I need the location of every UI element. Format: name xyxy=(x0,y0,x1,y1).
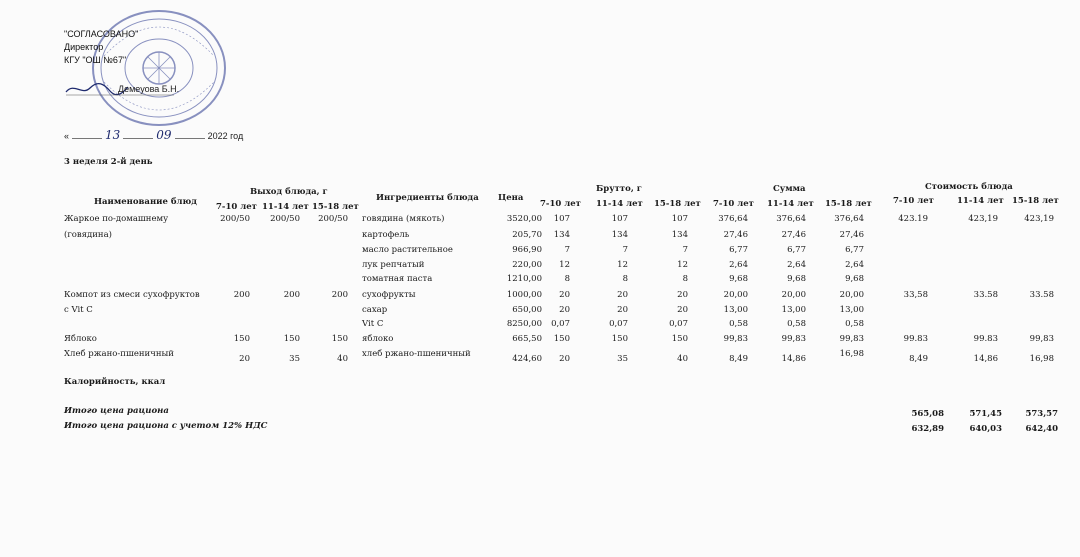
gross-age-3: 40 xyxy=(677,354,688,364)
calories-label: Калорийность, ккал xyxy=(64,377,166,387)
gross-age-2: 20 xyxy=(617,290,628,300)
cost-age-3: 423,19 xyxy=(1024,214,1054,224)
gross-age-2: 8 xyxy=(622,274,628,284)
gross-age-2: 107 xyxy=(611,214,628,224)
header-cost: Стоимость блюда xyxy=(925,182,1013,192)
sum-age-2: 27,46 xyxy=(781,230,806,240)
dish-name: Хлеб ржано-пшеничный xyxy=(64,349,174,359)
sum-age-2: 13,00 xyxy=(781,305,806,315)
sum-age-1: 20,00 xyxy=(723,290,748,300)
header-cost-age-2: 11-14 лет xyxy=(957,196,1004,206)
approval-block xyxy=(64,28,138,67)
date-day: 13 xyxy=(105,128,121,142)
total-value-age-3: 573,57 xyxy=(1025,409,1058,419)
sum-age-3: 376,64 xyxy=(834,214,864,224)
gross-age-1: 8 xyxy=(564,274,570,284)
official-seal-stamp xyxy=(90,8,228,128)
sum-age-2: 9,68 xyxy=(787,274,806,284)
gross-age-1: 20 xyxy=(559,354,570,364)
header-output-age-3: 15-18 лет xyxy=(312,202,359,212)
sum-age-2: 20,00 xyxy=(781,290,806,300)
sum-age-2: 99,83 xyxy=(781,334,806,344)
sum-age-2: 14,86 xyxy=(781,354,806,364)
sum-age-3: 9,68 xyxy=(845,274,864,284)
gross-age-3: 7 xyxy=(682,245,688,255)
gross-age-2: 134 xyxy=(611,230,628,240)
gross-age-3: 0,07 xyxy=(669,319,688,329)
cost-age-1: 33,58 xyxy=(903,290,928,300)
sum-age-1: 2,64 xyxy=(729,260,748,270)
sum-age-3: 6,77 xyxy=(845,245,864,255)
dish-name: Жаркое по-домашнему xyxy=(64,214,169,224)
ingredient-price: 1210,00 xyxy=(506,274,542,284)
output-age-2: 150 xyxy=(283,334,300,344)
header-output-age-1: 7-10 лет xyxy=(216,202,257,212)
sum-age-1: 99,83 xyxy=(723,334,748,344)
gross-age-2: 12 xyxy=(617,260,628,270)
approval-date: « 13 09 2022 год xyxy=(64,128,244,142)
header-sum-age-2: 11-14 лет xyxy=(767,199,814,209)
header-cost-age-3: 15-18 лет xyxy=(1012,196,1059,206)
sum-age-2: 376,64 xyxy=(776,214,806,224)
header-gross-age-1: 7-10 лет xyxy=(540,199,581,209)
ingredient-price: 1000,00 xyxy=(506,290,542,300)
gross-age-2: 150 xyxy=(611,334,628,344)
gross-age-3: 134 xyxy=(671,230,688,240)
total-vat-value-age-1: 632,89 xyxy=(911,424,944,434)
total-vat-value-age-2: 640,03 xyxy=(969,424,1002,434)
cost-age-2: 423,19 xyxy=(968,214,998,224)
sum-age-3: 2,64 xyxy=(845,260,864,270)
approval-agreed: "СОГЛАСОВАНО" xyxy=(64,29,139,39)
sum-age-1: 13,00 xyxy=(723,305,748,315)
ingredient-price: 424,60 xyxy=(512,354,542,364)
ingredient-name: говядина (мякоть) xyxy=(362,214,445,224)
output-age-3: 200/50 xyxy=(318,214,348,224)
date-month: 09 xyxy=(156,128,172,142)
ingredient-price: 205,70 xyxy=(512,230,542,240)
sum-age-3: 27,46 xyxy=(839,230,864,240)
gross-age-1: 134 xyxy=(553,230,570,240)
ingredient-name: картофель xyxy=(362,230,410,240)
header-gross-age-3: 15-18 лет xyxy=(654,199,701,209)
sum-age-3: 16,98 xyxy=(839,349,864,359)
cost-age-3: 33.58 xyxy=(1029,290,1054,300)
cost-age-1: 8,49 xyxy=(909,354,928,364)
ingredient-name: яблоко xyxy=(362,334,394,344)
header-gross-age-2: 11-14 лет xyxy=(596,199,643,209)
gross-age-3: 8 xyxy=(682,274,688,284)
output-age-3: 150 xyxy=(331,334,348,344)
total-vat-label: Итого цена рациона с учетом 12% НДС xyxy=(64,421,268,431)
cost-age-1: 99.83 xyxy=(903,334,928,344)
sum-age-2: 0,58 xyxy=(787,319,806,329)
gross-age-1: 20 xyxy=(559,305,570,315)
sum-age-2: 2,64 xyxy=(787,260,806,270)
total-vat-value-age-3: 642,40 xyxy=(1025,424,1058,434)
ingredient-price: 3520,00 xyxy=(506,214,542,224)
approval-position: Директор xyxy=(64,42,104,52)
output-age-1: 20 xyxy=(239,354,250,364)
dish-name: Яблоко xyxy=(64,334,97,344)
output-age-1: 200/50 xyxy=(220,214,250,224)
total-value-age-2: 571,45 xyxy=(969,409,1002,419)
director-name: Демеуова Б.Н. xyxy=(118,84,180,94)
output-age-2: 200 xyxy=(283,290,300,300)
output-age-3: 200 xyxy=(331,290,348,300)
header-price: Цена xyxy=(498,193,524,203)
sum-age-1: 27,46 xyxy=(723,230,748,240)
cost-age-3: 16,98 xyxy=(1029,354,1054,364)
header-dish-name: Наименование блюд xyxy=(94,197,197,207)
approval-org: КГУ "ОШ №67" xyxy=(64,55,127,65)
sum-age-1: 6,77 xyxy=(729,245,748,255)
ingredient-price: 220,00 xyxy=(512,260,542,270)
ingredient-name: томатная паста xyxy=(362,274,433,284)
output-age-3: 40 xyxy=(337,354,348,364)
sum-age-3: 0,58 xyxy=(845,319,864,329)
ingredient-name: хлеб ржано-пшеничный xyxy=(362,349,471,359)
dish-name: с Vit C xyxy=(64,305,93,315)
gross-age-1: 12 xyxy=(559,260,570,270)
gross-age-1: 20 xyxy=(559,290,570,300)
sum-age-3: 20,00 xyxy=(839,290,864,300)
sum-age-1: 9,68 xyxy=(729,274,748,284)
ingredient-price: 665,50 xyxy=(512,334,542,344)
gross-age-3: 107 xyxy=(671,214,688,224)
ingredient-name: Vit C xyxy=(362,319,384,329)
date-year: 2022 год xyxy=(207,131,244,141)
ingredient-name: сахар xyxy=(362,305,388,315)
gross-age-1: 7 xyxy=(564,245,570,255)
cost-age-3: 99,83 xyxy=(1029,334,1054,344)
gross-age-2: 20 xyxy=(617,305,628,315)
header-output-age-2: 11-14 лет xyxy=(262,202,309,212)
total-value-age-1: 565,08 xyxy=(911,409,944,419)
dish-name: Компот из смеси сухофруктов xyxy=(64,290,200,300)
sum-age-1: 8,49 xyxy=(729,354,748,364)
sum-age-2: 6,77 xyxy=(787,245,806,255)
gross-age-3: 20 xyxy=(677,290,688,300)
gross-age-3: 20 xyxy=(677,305,688,315)
output-age-2: 35 xyxy=(289,354,300,364)
cost-age-2: 33.58 xyxy=(973,290,998,300)
sum-age-1: 376,64 xyxy=(718,214,748,224)
cost-age-1: 423.19 xyxy=(898,214,928,224)
header-sum-age-3: 15-18 лет xyxy=(825,199,872,209)
output-age-1: 200 xyxy=(233,290,250,300)
output-age-1: 150 xyxy=(233,334,250,344)
header-gross: Брутто, г xyxy=(596,184,642,194)
ingredient-name: масло растительное xyxy=(362,245,453,255)
header-output: Выход блюда, г xyxy=(250,187,328,197)
ingredient-price: 966,90 xyxy=(512,245,542,255)
ingredient-price: 8250,00 xyxy=(506,319,542,329)
gross-age-1: 107 xyxy=(553,214,570,224)
dish-name: (говядина) xyxy=(64,230,112,240)
gross-age-1: 0,07 xyxy=(551,319,570,329)
week-day-label: 3 неделя 2-й день xyxy=(64,157,153,167)
header-ingredients: Ингредиенты блюда xyxy=(376,193,479,203)
ingredient-price: 650,00 xyxy=(512,305,542,315)
gross-age-3: 12 xyxy=(677,260,688,270)
sum-age-3: 99,83 xyxy=(839,334,864,344)
output-age-2: 200/50 xyxy=(270,214,300,224)
cost-age-2: 14,86 xyxy=(973,354,998,364)
gross-age-1: 150 xyxy=(553,334,570,344)
gross-age-2: 7 xyxy=(622,245,628,255)
cost-age-2: 99.83 xyxy=(973,334,998,344)
header-sum: Сумма xyxy=(773,184,806,194)
ingredient-name: лук репчатый xyxy=(362,260,425,270)
sum-age-1: 0,58 xyxy=(729,319,748,329)
sum-age-3: 13,00 xyxy=(839,305,864,315)
gross-age-2: 35 xyxy=(617,354,628,364)
gross-age-3: 150 xyxy=(671,334,688,344)
ingredient-name: сухофрукты xyxy=(362,290,416,300)
gross-age-2: 0,07 xyxy=(609,319,628,329)
total-label: Итого цена рациона xyxy=(64,406,169,416)
header-cost-age-1: 7-10 лет xyxy=(893,196,934,206)
header-sum-age-1: 7-10 лет xyxy=(713,199,754,209)
